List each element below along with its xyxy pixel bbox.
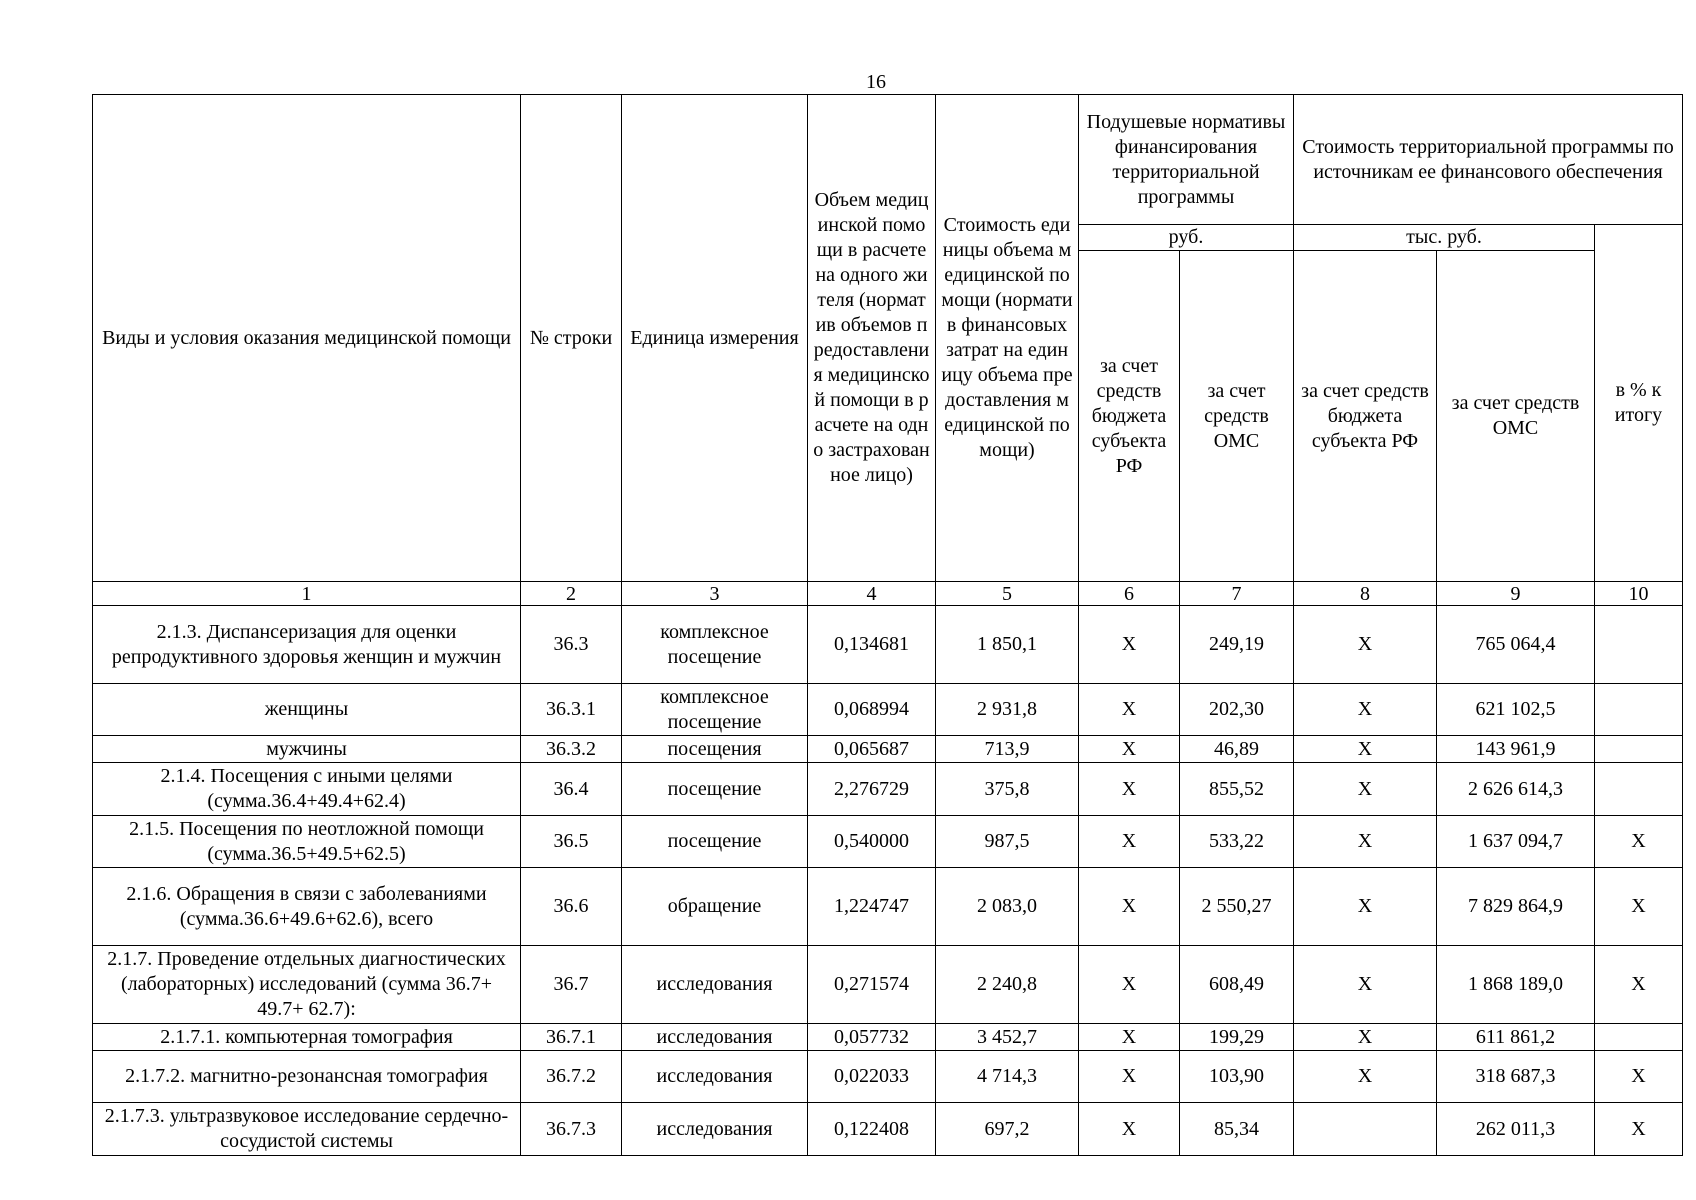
row-percent: X — [1595, 816, 1683, 868]
row-budget-norm: X — [1079, 1051, 1180, 1103]
row-line-number: 36.3 — [521, 606, 622, 684]
row-budget-norm: X — [1079, 736, 1180, 763]
territorial-program-table — [92, 94, 1683, 1156]
column-number: 9 — [1437, 582, 1595, 606]
header-volume: Объем медицинской помощи в расчете на одного жителя (норматив объемов предоставления медицинской помощи в расчете на одно застрахованное лицо) — [808, 95, 936, 582]
row-oms-total: 765 064,4 — [1437, 606, 1595, 684]
row-name: 2.1.7.3. ультразвуковое исследование сердечно-сосудистой системы — [93, 1103, 521, 1156]
row-line-number: 36.6 — [521, 868, 622, 946]
row-line-number: 36.3.1 — [521, 684, 622, 736]
table-row — [93, 868, 1683, 946]
row-unit: комплексное посещение — [622, 606, 808, 684]
row-percent — [1595, 763, 1683, 816]
row-budget-norm: X — [1079, 606, 1180, 684]
row-cost: 4 714,3 — [936, 1051, 1079, 1103]
row-percent — [1595, 736, 1683, 763]
row-unit: исследования — [622, 946, 808, 1024]
table-row — [93, 1024, 1683, 1051]
row-budget-norm: X — [1079, 1024, 1180, 1051]
row-unit: исследования — [622, 1024, 808, 1051]
row-oms-norm: 199,29 — [1180, 1024, 1294, 1051]
row-oms-norm: 202,30 — [1180, 684, 1294, 736]
row-budget-norm: X — [1079, 684, 1180, 736]
row-budget-total: X — [1294, 868, 1437, 946]
row-volume: 0,065687 — [808, 736, 936, 763]
row-oms-total: 2 626 614,3 — [1437, 763, 1595, 816]
table-row — [93, 763, 1683, 816]
header-unit-thous-rub: тыс. руб. — [1294, 225, 1595, 251]
row-budget-total: X — [1294, 946, 1437, 1024]
row-budget-norm: X — [1079, 816, 1180, 868]
row-percent — [1595, 684, 1683, 736]
row-oms-norm: 249,19 — [1180, 606, 1294, 684]
row-oms-norm: 46,89 — [1180, 736, 1294, 763]
header-type-conditions: Виды и условия оказания медицинской помощи — [93, 95, 521, 582]
column-number: 3 — [622, 582, 808, 606]
row-name: мужчины — [93, 736, 521, 763]
row-oms-total: 611 861,2 — [1437, 1024, 1595, 1051]
table-row — [93, 816, 1683, 868]
row-line-number: 36.7.3 — [521, 1103, 622, 1156]
table-row — [93, 1103, 1683, 1156]
header-oms-total: за счет средств ОМС — [1437, 251, 1595, 582]
row-percent — [1595, 606, 1683, 684]
row-oms-norm: 608,49 — [1180, 946, 1294, 1024]
row-unit: посещения — [622, 736, 808, 763]
row-volume: 0,122408 — [808, 1103, 936, 1156]
row-name: 2.1.5. Посещения по неотложной помощи (сумма.36.5+49.5+62.5) — [93, 816, 521, 868]
column-number: 1 — [93, 582, 521, 606]
column-numbers-row — [93, 582, 1683, 606]
row-budget-total: X — [1294, 1024, 1437, 1051]
row-line-number: 36.7.1 — [521, 1024, 622, 1051]
row-oms-norm: 855,52 — [1180, 763, 1294, 816]
header-unit: Единица измерения — [622, 95, 808, 582]
row-cost: 2 931,8 — [936, 684, 1079, 736]
column-number: 8 — [1294, 582, 1437, 606]
column-number: 10 — [1595, 582, 1683, 606]
row-volume: 0,022033 — [808, 1051, 936, 1103]
row-budget-total: X — [1294, 684, 1437, 736]
row-name: 2.1.7.1. компьютерная томография — [93, 1024, 521, 1051]
row-unit: обращение — [622, 868, 808, 946]
row-volume: 0,068994 — [808, 684, 936, 736]
row-name: 2.1.7. Проведение отдельных диагностических (лабораторных) исследований (сумма 36.7+ 49.7+ 62.7): — [93, 946, 521, 1024]
row-oms-norm: 2 550,27 — [1180, 868, 1294, 946]
row-percent: X — [1595, 1103, 1683, 1156]
row-cost: 1 850,1 — [936, 606, 1079, 684]
row-name: 2.1.3. Диспансеризация для оценки репродуктивного здоровья женщин и мужчин — [93, 606, 521, 684]
row-volume: 0,540000 — [808, 816, 936, 868]
column-number: 6 — [1079, 582, 1180, 606]
row-unit: комплексное посещение — [622, 684, 808, 736]
row-line-number: 36.5 — [521, 816, 622, 868]
table-row — [93, 946, 1683, 1024]
column-number: 7 — [1180, 582, 1294, 606]
table-row — [93, 1051, 1683, 1103]
row-budget-total: X — [1294, 1051, 1437, 1103]
column-number: 2 — [521, 582, 622, 606]
row-oms-total: 621 102,5 — [1437, 684, 1595, 736]
row-unit: посещение — [622, 816, 808, 868]
row-name: 2.1.7.2. магнитно-резонансная томография — [93, 1051, 521, 1103]
row-oms-total: 262 011,3 — [1437, 1103, 1595, 1156]
header-per-capita-norms: Подушевые нормативы финансирования территориальной программы — [1079, 95, 1294, 225]
row-budget-norm: X — [1079, 868, 1180, 946]
row-cost: 987,5 — [936, 816, 1079, 868]
row-oms-norm: 103,90 — [1180, 1051, 1294, 1103]
header-line-number: № строки — [521, 95, 622, 582]
row-budget-norm: X — [1079, 1103, 1180, 1156]
row-oms-total: 318 687,3 — [1437, 1051, 1595, 1103]
header-unit-cost: Стоимость единицы объема медицинской помощи (норматив финансовых затрат на единицу объема предоставления медицинской помощи) — [936, 95, 1079, 582]
row-budget-total: X — [1294, 606, 1437, 684]
header-oms-norm: за счет средств ОМС — [1180, 251, 1294, 582]
row-line-number: 36.3.2 — [521, 736, 622, 763]
table-row — [93, 606, 1683, 684]
header-budget-norm: за счет средств бюджета субъекта РФ — [1079, 251, 1180, 582]
column-number: 4 — [808, 582, 936, 606]
row-line-number: 36.4 — [521, 763, 622, 816]
row-oms-total: 143 961,9 — [1437, 736, 1595, 763]
row-line-number: 36.7 — [521, 946, 622, 1024]
row-percent: X — [1595, 946, 1683, 1024]
header-program-cost: Стоимость территориальной программы по источникам ее финансового обеспечения — [1294, 95, 1683, 225]
header-row-1 — [93, 95, 1683, 225]
row-unit: посещение — [622, 763, 808, 816]
column-number: 5 — [936, 582, 1079, 606]
row-volume: 2,276729 — [808, 763, 936, 816]
header-unit-rub: руб. — [1079, 225, 1294, 251]
row-budget-total: X — [1294, 816, 1437, 868]
row-unit: исследования — [622, 1051, 808, 1103]
row-oms-total: 7 829 864,9 — [1437, 868, 1595, 946]
row-cost: 697,2 — [936, 1103, 1079, 1156]
table-row — [93, 684, 1683, 736]
row-budget-total: X — [1294, 763, 1437, 816]
row-oms-norm: 85,34 — [1180, 1103, 1294, 1156]
row-volume: 0,057732 — [808, 1024, 936, 1051]
row-name: 2.1.6. Обращения в связи с заболеваниями (сумма.36.6+49.6+62.6), всего — [93, 868, 521, 946]
row-percent: X — [1595, 1051, 1683, 1103]
page-number: 16 — [866, 71, 886, 93]
row-percent — [1595, 1024, 1683, 1051]
header-percent-of-total: в % к итогу — [1595, 225, 1683, 582]
row-oms-total: 1 637 094,7 — [1437, 816, 1595, 868]
row-budget-norm: X — [1079, 946, 1180, 1024]
row-volume: 0,134681 — [808, 606, 936, 684]
header-budget-total: за счет средств бюджета субъекта РФ — [1294, 251, 1437, 582]
row-cost: 375,8 — [936, 763, 1079, 816]
row-oms-norm: 533,22 — [1180, 816, 1294, 868]
row-cost: 2 240,8 — [936, 946, 1079, 1024]
row-percent: X — [1595, 868, 1683, 946]
table-row — [93, 736, 1683, 763]
row-cost: 2 083,0 — [936, 868, 1079, 946]
row-cost: 3 452,7 — [936, 1024, 1079, 1051]
row-line-number: 36.7.2 — [521, 1051, 622, 1103]
row-budget-norm: X — [1079, 763, 1180, 816]
row-volume: 0,271574 — [808, 946, 936, 1024]
row-name: женщины — [93, 684, 521, 736]
row-budget-total: X — [1294, 736, 1437, 763]
row-unit: исследования — [622, 1103, 808, 1156]
row-oms-total: 1 868 189,0 — [1437, 946, 1595, 1024]
row-name: 2.1.4. Посещения с иными целями (сумма.36.4+49.4+62.4) — [93, 763, 521, 816]
row-budget-total — [1294, 1103, 1437, 1156]
row-cost: 713,9 — [936, 736, 1079, 763]
row-volume: 1,224747 — [808, 868, 936, 946]
